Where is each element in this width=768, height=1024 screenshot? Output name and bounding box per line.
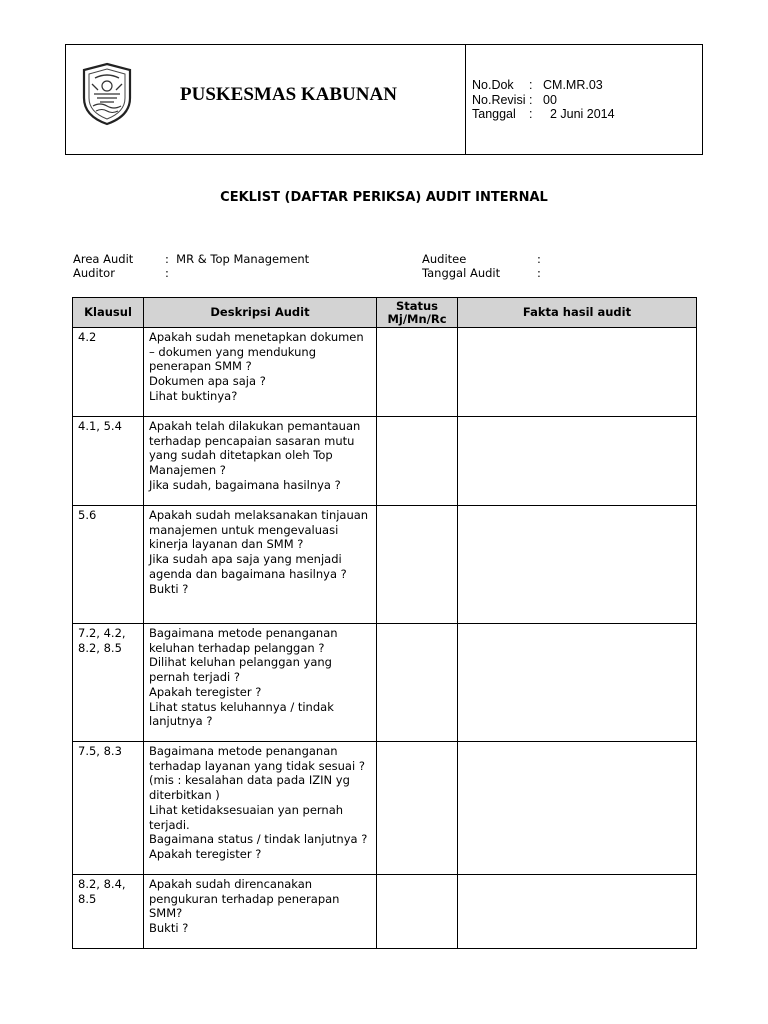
deskripsi-line: Dokumen apa saja ?: [149, 374, 266, 389]
status-cell[interactable]: [377, 506, 458, 624]
deskripsi-line: diterbitkan ): [149, 788, 220, 803]
deskripsi-line: terhadap pencapaian sasaran mutu: [149, 433, 355, 448]
auditor-label: Auditor: [73, 266, 115, 280]
date-sep: :: [529, 107, 533, 121]
tanggal-audit-label: Tanggal Audit: [422, 266, 501, 280]
deskripsi-cell: [144, 624, 377, 742]
fakta-cell[interactable]: [458, 417, 697, 506]
org-name: PUSKESMAS KABUNAN: [180, 84, 397, 105]
deskripsi-line: Apakah sudah melaksanakan tinjauan: [149, 508, 369, 522]
status-cell[interactable]: [377, 875, 458, 949]
deskripsi-cell: [144, 875, 377, 949]
deskripsi-line: terjadi.: [149, 817, 190, 832]
date-row: [472, 107, 615, 122]
auditor-value: :: [165, 266, 169, 280]
status-cell[interactable]: [377, 742, 458, 875]
deskripsi-line: Dilihat keluhan pelanggan yang: [149, 655, 332, 670]
deskripsi-line: Apakah teregister ?: [149, 846, 262, 861]
fakta-header: Fakta hasil audit: [458, 298, 697, 328]
deskripsi-line: Lihat buktinya?: [149, 388, 238, 403]
tanggal-audit-value: :: [537, 266, 541, 280]
status-header: [377, 298, 458, 328]
deskripsi-line: Bukti ?: [149, 921, 189, 936]
area-audit-label: Area Audit: [73, 252, 134, 266]
deskripsi-line: lanjutnya ?: [149, 714, 213, 729]
deskripsi-line: Bagaimana metode penanganan: [149, 744, 338, 758]
doc-number-value: CM.MR.03: [543, 78, 603, 92]
deskripsi-line: Lihat ketidaksesuaian yan pernah: [149, 802, 344, 817]
deskripsi-cell: [144, 742, 377, 875]
doc-info: [472, 78, 615, 122]
deskripsi-line: kinerja layanan dan SMM ?: [149, 537, 304, 552]
deskripsi-line: Bukti ?: [149, 581, 189, 596]
status-cell[interactable]: [377, 624, 458, 742]
deskripsi-line: pernah terjadi ?: [149, 670, 240, 685]
status-cell[interactable]: [377, 328, 458, 417]
deskripsi-line: (mis : kesalahan data pada IZIN yg: [149, 773, 350, 788]
table-row: [73, 875, 697, 949]
status-cell[interactable]: [377, 417, 458, 506]
deskripsi-line: manajemen untuk mengevaluasi: [149, 522, 339, 537]
revision-sep: :: [529, 92, 533, 107]
table-row: [73, 742, 697, 875]
klausul-cell: 7.2, 4.2, 8.2, 8.5: [73, 624, 144, 742]
deskripsi-line: Apakah sudah direncanakan: [149, 877, 313, 891]
deskripsi-line: – dokumen yang mendukung: [149, 344, 316, 359]
deskripsi-line: Bagaimana metode penanganan: [149, 626, 338, 640]
deskripsi-line: Lihat status keluhannya / tindak: [149, 699, 334, 714]
doc-number-sep: :: [529, 78, 533, 92]
document-title: CEKLIST (DAFTAR PERIKSA) AUDIT INTERNAL: [220, 190, 548, 205]
header-divider: [465, 45, 466, 154]
deskripsi-line: agenda dan bagaimana hasilnya ?: [149, 566, 347, 581]
klausul-cell: 5.6: [73, 506, 144, 624]
deskripsi-line: Jika sudah apa saja yang menjadi: [149, 552, 342, 567]
audit-checklist-table: [72, 297, 697, 949]
deskripsi-header: Deskripsi Audit: [144, 298, 377, 328]
document-header: [65, 44, 703, 155]
regency-crest-icon: [80, 62, 134, 126]
deskripsi-line: Jika sudah, bagaimana hasilnya ?: [149, 477, 341, 492]
doc-number-row: [472, 78, 615, 93]
fakta-cell[interactable]: [458, 624, 697, 742]
auditee-value: :: [537, 252, 541, 266]
deskripsi-line: Apakah telah dilakukan pemantauan: [149, 419, 361, 433]
deskripsi-line: Manajemen ?: [149, 463, 226, 478]
fakta-cell[interactable]: [458, 506, 697, 624]
fakta-cell[interactable]: [458, 328, 697, 417]
deskripsi-line: terhadap layanan yang tidak sesuai ?: [149, 758, 365, 773]
klausul-cell: 8.2, 8.4, 8.5: [73, 875, 144, 949]
auditee-label: Auditee: [422, 252, 467, 266]
doc-number-label: No.Dok: [472, 78, 514, 92]
deskripsi-cell: [144, 417, 377, 506]
klausul-cell: 7.5, 8.3: [73, 742, 144, 875]
deskripsi-line: Bagaimana status / tindak lanjutnya ?: [149, 832, 368, 847]
table-header-row: [73, 298, 697, 328]
revision-label: No.Revisi: [472, 92, 526, 107]
deskripsi-line: SMM?: [149, 906, 183, 921]
status-header-line2: Mj/Mn/Rc: [387, 311, 447, 326]
deskripsi-cell: [144, 328, 377, 417]
klausul-cell: 4.1, 5.4: [73, 417, 144, 506]
table-row: [73, 417, 697, 506]
deskripsi-line: penerapan SMM ?: [149, 359, 252, 374]
deskripsi-line: keluhan terhadap pelanggan ?: [149, 640, 325, 655]
table-row: [73, 506, 697, 624]
date-label: Tanggal: [472, 107, 516, 121]
date-value: 2 Juni 2014: [543, 107, 615, 121]
deskripsi-line: yang sudah ditetapkan oleh Top: [149, 448, 333, 463]
status-header-line1: Status: [395, 298, 439, 313]
fakta-cell[interactable]: [458, 875, 697, 949]
klausul-cell: 4.2: [73, 328, 144, 417]
deskripsi-line: pengukuran terhadap penerapan: [149, 891, 340, 906]
table-row: [73, 624, 697, 742]
revision-row: [472, 93, 615, 108]
deskripsi-line: Apakah sudah menetapkan dokumen: [149, 330, 364, 344]
klausul-header: Klausul: [73, 298, 144, 328]
revision-value: 00: [543, 92, 557, 107]
deskripsi-line: Apakah teregister ?: [149, 684, 262, 699]
table-row: [73, 328, 697, 417]
deskripsi-cell: [144, 506, 377, 624]
area-audit-value: : MR & Top Management: [165, 252, 310, 266]
fakta-cell[interactable]: [458, 742, 697, 875]
